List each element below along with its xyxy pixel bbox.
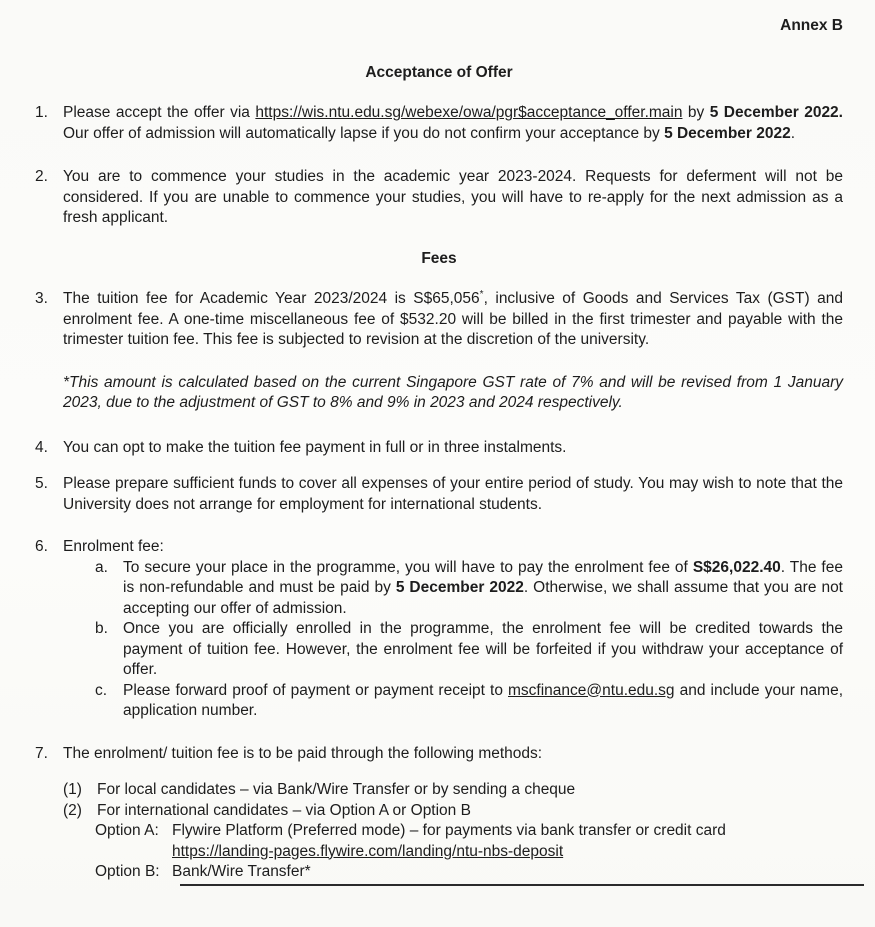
deadline-date: 5 December 2022.	[709, 104, 843, 121]
fees-heading: Fees	[421, 249, 457, 267]
list-item-6	[35, 537, 843, 722]
option-b-label: Option B:	[95, 863, 160, 880]
list-item-5	[35, 474, 843, 515]
item-number: 1.	[35, 104, 48, 121]
item-number: 4.	[35, 438, 48, 456]
list-item-3	[35, 289, 843, 414]
option-a-label: Option A:	[95, 822, 159, 839]
sub-item-c	[95, 681, 843, 722]
annex-label: Annex B	[780, 17, 843, 34]
method-local-text: For local candidates – via Bank/Wire Transfer or by sending a cheque	[97, 781, 576, 798]
finance-email-link[interactable]: mscfinance@ntu.edu.sg	[508, 681, 675, 699]
item-number: 2.	[35, 168, 48, 185]
list-item-4	[35, 438, 843, 459]
item-7-text: The enrolment/ tuition fee is to be paid through the following methods:	[63, 744, 543, 762]
item-number: 7.	[35, 744, 48, 762]
document-title: Acceptance of Offer	[365, 63, 513, 81]
sub-item-b-text: Once you are officially enrolled in the programme, the enrolment fee will be credited towards the payment of tuition fee. However, the enrolment fee will be forfeited if you withdraw your acceptance of offer.	[123, 620, 843, 678]
flywire-link[interactable]: https://landing-pages.flywire.com/landing/ntu-nbs-deposit	[172, 842, 564, 860]
sub-item-b	[95, 619, 843, 681]
deadline-date: 5 December 2022	[664, 124, 791, 142]
item-number: 5.	[35, 475, 48, 492]
payment-method-international	[63, 801, 843, 822]
method-number: (1)	[63, 781, 82, 798]
item-4-text: You can opt to make the tuition fee payment in full or in three instalments.	[63, 438, 567, 456]
item-2-text: You are to commence your studies in the academic year 2023-2024. Requests for deferment will not be considered. If you are unable to commence your studies, you will have to re-apply for the next admission as a fresh applicant.	[63, 168, 843, 226]
list-item-2	[35, 167, 843, 229]
gst-footnote: *This amount is calculated based on the current Singapore GST rate of 7% and will be revised from 1 January 2023, due to the adjustment of GST to 8% and 9% in 2023 and 2024 respectively.	[63, 373, 843, 411]
item-number: 6.	[35, 538, 48, 555]
sub-item-letter: b.	[95, 620, 108, 637]
item-number: 3.	[35, 290, 48, 307]
item-5-text: Please prepare sufficient funds to cover all expenses of your entire period of study. You may wish to note that the University does not arrange for employment for international students.	[63, 475, 843, 513]
item-6-label: Enrolment fee:	[63, 538, 164, 555]
option-a-row	[95, 821, 843, 862]
option-a-text: Flywire Platform (Preferred mode) – for payments via bank transfer or credit card	[172, 822, 726, 839]
enrolment-fee-amount: S$26,022.40	[692, 558, 781, 576]
payment-method-local	[63, 780, 843, 801]
sub-item-letter: a.	[95, 558, 108, 576]
sub-item-a	[95, 558, 843, 620]
list-item-1	[35, 103, 843, 144]
method-number: (2)	[63, 801, 82, 819]
sub-item-c-text: Please forward proof of payment or payment receipt to mscfinance@ntu.edu.sg and include your name, application number.	[123, 681, 843, 719]
table-top-border	[180, 884, 864, 886]
acceptance-offer-link[interactable]: https://wis.ntu.edu.sg/webexe/owa/pgr$acceptance_offer.main	[255, 104, 683, 121]
method-international-text: For international candidates – via Option A or Option B	[97, 801, 471, 819]
footnote-marker: *	[479, 288, 484, 300]
sub-item-a-text: To secure your place in the programme, you will have to pay the enrolment fee of S$26,022.40. The fee is non-refundable and must be paid by 5 December 2022. Otherwise, we shall assume that you are not accepting our offer of admission.	[123, 558, 843, 617]
list-item-7	[35, 744, 843, 883]
option-b-text: Bank/Wire Transfer*	[172, 863, 311, 880]
item-3-text: The tuition fee for Academic Year 2023/2024 is S$65,056*, inclusive of Goods and Services Tax (GST) and enrolment fee. A one-time miscellaneous fee of $532.20 will be billed in the first trimester and payable with the trimester tuition fee. This fee is subjected to revision at the discretion of the university.	[63, 288, 843, 348]
item-1-text: Please accept the offer via https://wis.ntu.edu.sg/webexe/owa/pgr$acceptance_offer.main by 5 December 2022. Our offer of admission will automatically lapse if you do not confirm your acceptance by 5 December 2022.	[63, 104, 843, 142]
sub-item-letter: c.	[95, 681, 108, 699]
deadline-date: 5 December 2022	[395, 579, 524, 596]
option-b-row	[95, 862, 843, 883]
